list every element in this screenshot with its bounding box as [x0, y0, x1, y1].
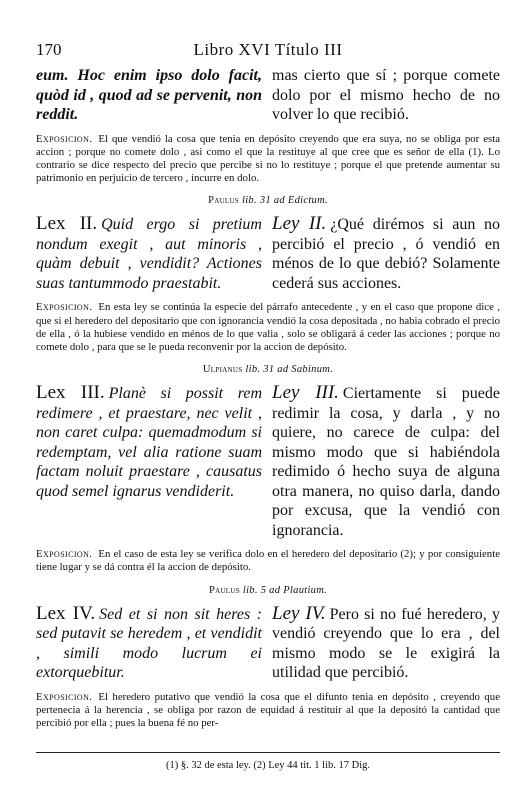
source-ref: lib. 31 ad Edictum. [242, 195, 328, 207]
page-number: 170 [36, 40, 62, 59]
spanish-text: Pero si no fué heredero, y vendió creyendo que lo era , del mismo modo se le exigirá la utilidad que percibió. [272, 605, 501, 682]
exposicion-label: Exposicion. [36, 301, 93, 314]
footnotes: (1) §. 32 de esta ley. (2) Ley 44 tit. 1 lib. 17 Dig. [165, 760, 371, 771]
exposicion-label: Exposicion. [36, 548, 93, 561]
ley-heading: Ley III. [272, 382, 339, 404]
source-citation [36, 195, 500, 206]
source-ref: lib. 5 ad Plautium. [242, 584, 328, 596]
exposicion-text: El heredero putativo que vendió la cosa que el difunto tenia en depósito , creyendo que pertenecia á la herencia , se obliga por razon de equidad á restituir al que la depositó la cantidad que percibió por ella ; pues la buena fé no per- [36, 690, 500, 729]
spanish-text: Ciertamente si puede redimir la cosa, y darla , y no quiere, no carece de culpa: del mismo modo que si habiéndola redimido ó hecho suya de alguna otra manera, no quiso darla, dando por excusa, que la vendió con ignorancia. [272, 385, 500, 539]
page [36, 40, 500, 730]
lex-heading: Lex IV. [36, 602, 96, 624]
spanish-column [272, 604, 500, 683]
source-citation [36, 364, 500, 375]
spanish-column [272, 383, 500, 540]
lex-iv-section [36, 604, 500, 683]
source-ref: lib. 31 ad Sabinum. [245, 364, 334, 376]
exposicion-lex-ii [36, 301, 500, 354]
source-citation [36, 585, 500, 596]
spanish-text: ¿Qué dirémos si aun no percibió el precio , ó vendió en ménos de lo que debió? Solamente cederá sus acciones. [272, 216, 501, 292]
ley-heading: Ley IV. [272, 602, 326, 624]
source-author: Paulus [208, 195, 240, 207]
page-header [36, 40, 500, 66]
exposicion-top [36, 133, 500, 186]
latin-text: Sed et si non sit heres : sed putavit se heredem , et vendidit , simili modo lucrum ei extorquebitur. [36, 605, 263, 682]
latin-column [36, 383, 262, 540]
source-author: Paulus [208, 584, 240, 596]
exposicion-text: El que vendió la cosa que tenia en depósito creyendo que era suya, no se obliga por esta accion ; porque no comete dolo , asi como el que la restituye al que cree que es señor de ella (1). Lo contrario se dice respecto del precio que percibe si no lo restituye ; porque el que pretende aumentar su patrimonio en perjuicio de tercero , incurre en dolo. [36, 132, 500, 185]
ley-heading: Ley II. [272, 213, 327, 235]
latin-text: Quid ergo si pretium nondum exegit , aut minoris , quàm debuit , vendidit? Actiones suas tantummodo praestabit. [36, 216, 262, 292]
lex-ii-section [36, 214, 500, 293]
lex-heading: Lex II. [36, 213, 98, 235]
spanish-column [272, 214, 500, 293]
exposicion-label: Exposicion. [36, 132, 93, 145]
spanish-text-top: mas cierto que sí ; porque comete dolo por el mismo hecho de no volver lo que recibió. [272, 67, 500, 123]
exposicion-label: Exposicion. [36, 690, 93, 703]
exposicion-text: En el caso de esta ley se verifica dolo en el heredero del depositario (2); y por consiguiente tiene lugar y se dá contra él la accion de depósito. [36, 548, 500, 574]
running-title: Libro XVI Título III [193, 40, 343, 59]
lex-heading: Lex III. [36, 382, 105, 404]
top-continuation [36, 66, 500, 125]
lex-iii-section [36, 383, 500, 540]
latin-column [36, 604, 262, 683]
exposicion-lex-iii [36, 548, 500, 574]
latin-column [36, 214, 262, 293]
exposicion-lex-iv [36, 691, 500, 731]
footnote-rule [36, 752, 500, 753]
source-author: Ulpianus [202, 364, 243, 376]
latin-text-top: eum. Hoc enim ipso dolo facit, quòd id , quod ad se pervenit, non reddit. [36, 67, 262, 123]
latin-text: Planè si possit rem redimere , et praestare, nec velit , non caret culpa: quemadmodum si redemptam, vel alia ratione suam factam noluit praestare , causatus quod semel ignarus vendiderit. [36, 385, 262, 500]
exposicion-text: En esta ley se continúa la especie del párrafo antecedente , y en el caso que propone dice , que si el heredero del depositario que con ignorancia vendió la cosa depositada , no habia cobrado el precio de ella , ó la hubiese vendido en ménos de lo que valia , solo se obligará á ceder las acciones ; porque no comete dolo , para que se le pueda reconvenir por la accion de depósito. [36, 301, 500, 353]
